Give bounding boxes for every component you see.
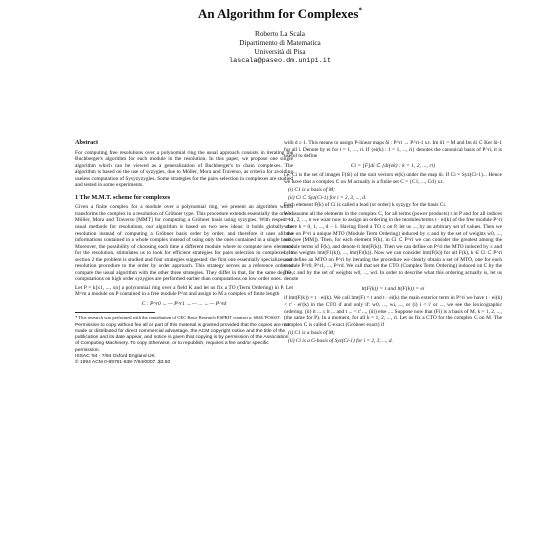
left-column: [75, 140, 293, 366]
right-paragraph-2: i.e. Ci is the set of images F(δi) of the unit vectors ei(k) under the map δi. If Ci = Syz(Ci-1)... Hence we have that a complex C on M actually is a finite set C = {C1, ..., Cd} s.t.: [284, 172, 502, 185]
title-footnote-mark: *: [358, 6, 362, 15]
copyright-line: © 1994 ACM 0-89791-638-7/94/0007..$3.50: [75, 359, 171, 365]
footnote-divider: [75, 312, 155, 313]
author-university: Università di Pisa: [254, 48, 306, 56]
right-paragraph-3: Each element F(k) of Ci is called a lead (or order) k syzygy for the basis Ci.: [284, 202, 447, 209]
complex-formula: C : P^r0 ←— P^r1 ←— ... ←— P^rd: [141, 301, 227, 308]
author-block: [0, 30, 560, 66]
section-1-paragraph-2: Let P = k[x1, ..., xn] a polynomial ring over a field K and let us fix a TO (Term Ordering) in P. Let M^m a module on P contained in a free module P^m and assign to M a complex of finite length: [75, 284, 293, 298]
conference-line: ISSAC '94 - 7/94 Oxford England UK: [75, 353, 155, 359]
abstract-heading: Abstract: [75, 139, 99, 146]
footnote: * This research was performed with the contribution of CEC Basic Research ESPRIT contract n. 6846 'POSSO'.: [75, 314, 282, 320]
paper-title-text: An Algorithm for Complexes: [198, 6, 359, 21]
notation-formula: lt(F(k)) = t and lt(F(k)) = ei: [361, 285, 425, 292]
abstract-text: For computing free resolutions over a polynomial ring the usual approach consists in iterating the Buchberger's algorithm for each module in the resolution. In this paper, we propose one single algorithm which can be viewed as a generalization of Buchberger's to chain complexes. The algorithm is based on the use of syzygies, due to Möller, Mora and Traverso, as criteria for avoiding useless computation of Sysyzyzygies. Some strategies for the pairs selection in complexes are studied and tested in some experiments.: [75, 149, 293, 189]
right-paragraph-4: We assume all the elements in the complex C, for all terms (power products) t in P and for all indices i = 1, 2, ..., n we want now to assign an ordering in the modules/terms t · ei(k) of the free module P^ri where k = 0, 1, ..., d − 1. Having fixed a TO ≤ on P, let us ..., by an arbitrary set of values. Then we have on P^ri a unique MTO (Module Term Ordering) induced by ≤ and by the set of weights w0, ..., wd (see [MM]). Then, for each element F(k), in Ci ⊂ P^ri we can consider the greatest among the module terms of F(k), and denote it lmt(F(k)). Then we can define on P^ri the MTO induced by ≤ and by the weights lmt(F1(k)), ..., lmt(Fr(k)). Now we can consider lmt(F(k)) for all F(k), k ∈ Ci ⊂ P^ri and define an MTO on P^ri by iterating the procedure we clearly obtain a set of MTO, one for each module P^r0, P^r1, ..., P^rd. We call that set the CTO (Complex Term Ordering) induced on C by the TO ≤ and by the set of weights w0, ..., wd. In order to describe what this ordering actually is, let us denote: [284, 210, 502, 283]
condition-item-2: (ii) Ci ⊂ Syz(Ci-1) for i = 2, 3, ..., d.: [288, 194, 367, 201]
author-name: Roberto La Scala: [255, 30, 305, 38]
condition-item-3: (i) C1 is a basis of M;: [288, 330, 335, 337]
right-paragraph-5: if lmt(F(k)) = t · ei(k). We call lmt(F) = t and t · ei(k) the main exterior term in P^ri we have t · ei(k) < t' · ei'(k) in the CTO if and only if: w0, ..., wi, ..., or (i) i < i' or ..., we see the lexicographic ordering. (ii) lt ... ≤ lt ... and t ... < t' ..., (iii) else .... Suppose now that (Fi) is a basis of M, k = 1, 2, ..., (the same for P). In a moment, for all k = 1, 2, ..., ri. Let us fix a CTO for the complex C on M. The complex C is called C-exact (Gröbner exact) if: [284, 295, 502, 328]
condition-item-4: (ii) Ci is a G-basis of Syz(Ci-1) for i = 2, 3, ..., d.: [288, 337, 393, 344]
permission-text: Permission to copy without fee all or part of this material is granted provided that the copies are not made or distributed for direct commercial advantage, the ACM copyright notice and the title of the publication and its date appear, and notice is given that copying is by permission of the Association of Computing Machinery. To copy otherwise, or to republish, requires a fee and/or specific permission.: [75, 323, 289, 353]
condition-item-1: (i) C1 is a basis of M;: [288, 187, 335, 194]
section-1-heading: 1 The M.M.T. scheme for complexes: [75, 193, 171, 201]
author-email: lascala@paseo.dm.unipi.it: [229, 57, 331, 65]
right-column: [284, 140, 502, 345]
paper-title: [0, 6, 560, 22]
section-1-paragraph-1: Given a finite complex for a module over a polynomial ring, we present an algorithm which transforms the complex in a resolution of Gröbner type. This procedure extends essentially the one of Möller, Mora and Traverso [MMT] for computing a Gröbner basis using syzygies. With respect to usual methods for resolutions, our algorithm is based on two new ideas: it holds globally the resolution instead of computing a Gröbner basis order by order, and therefore it uses all the informations contained in a whole complex instead of using only the ones contained in a single basis. Moreover, the possibility of choosing each time a different module where to compute new elements for the resolution, stimulates us to look for efficient strategies for pairs selection in complexes. In section 2 the problem is studied and four strategies suggested: the first one essentially specializes our resolution procedure to the order by order approach. This strategy serves as a reference order to compare the usual algorithm with the other three strategies. They differ in that, for the same degree, computations on high order syzygies are performed earlier than computations on low order ones.: [75, 204, 293, 283]
right-paragraph-1: with d ≥ 1. This means to assign P-linear maps δi : P^ri → P^ri-1 s.t. Im δ1 = M and Im δi ⊂ Ker δi-1 for all i. Denote by ei for i = 1, ..., ri. If {ei(k) : 1 = 1, ..., ri} denotes the canonical basis of P^ri, it is useful to define: [284, 140, 502, 160]
author-department: Dipartimento di Matematica: [239, 39, 321, 47]
definition-formula: Ci = [F]di ⊂ {di(ek) : k = 1, 2, ..., ri}: [350, 162, 436, 169]
permission-notice: [75, 323, 293, 366]
